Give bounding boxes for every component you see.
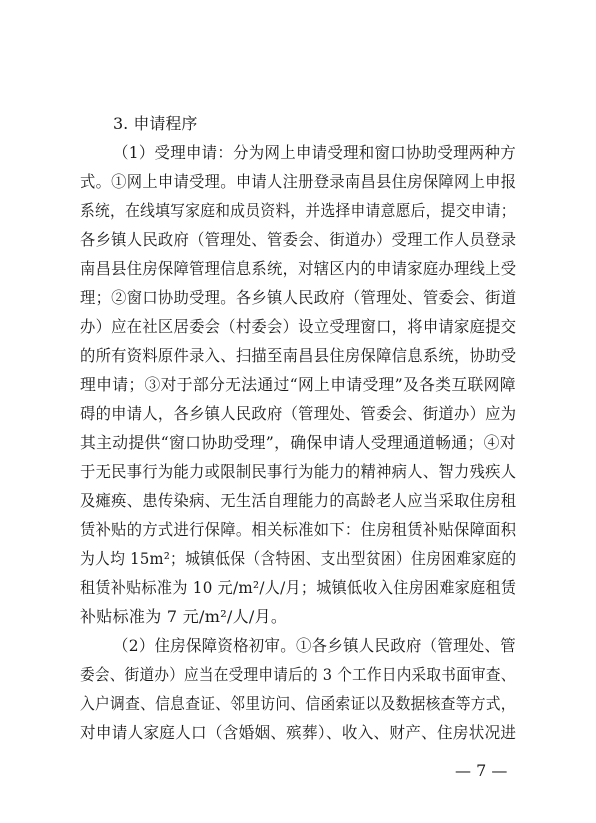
paragraph-1-line: 赁补贴的方式进行保障。相关标准如下：住房租赁补贴保障面积: [80, 520, 517, 539]
paragraph-1-line: 于无民事行为能力或限制民事行为能力的精神病人、智力残疾人: [80, 462, 517, 481]
paragraph-2-line: 委会、街道办）应当在受理申请后的 3 个工作日内采取书面审查、: [80, 665, 516, 684]
paragraph-2-line: （2）住房保障资格初审。①各乡镇人民政府（管理处、管: [113, 636, 516, 655]
paragraph-1-line: 各乡镇人民政府（管理处、管委会、街道办）受理工作人员登录: [80, 230, 517, 249]
paragraph-1-line: 及瘫痪、患传染病、无生活自理能力的高龄老人应当采取住房租: [80, 491, 517, 510]
paragraph-1-line: 系统，在线填写家庭和成员资料，并选择申请意愿后，提交申请；: [80, 201, 516, 220]
paragraph-2-line: 对申请人家庭人口（含婚姻、殡葬）、收入、财产、住房状况进: [80, 723, 517, 742]
paragraph-1-line: 为人均 15m²；城镇低保（含特困、支出型贫困）住房困难家庭的: [80, 549, 517, 568]
paragraph-2-line: 入户调查、信息查证、邻里访问、信函索证以及数据核查等方式，: [80, 694, 516, 713]
paragraph-1-line: 办）应在社区居委会（村委会）设立受理窗口，将申请家庭提交: [80, 317, 517, 336]
paragraph-1-line: 的所有资料原件录入、扫描至南昌县住房保障信息系统，协助受: [80, 346, 517, 365]
paragraph-1-line: 理申请；③对于部分无法通过“网上申请受理”及各类互联网障: [80, 375, 516, 394]
paragraph-1-line: 南昌县住房保障管理信息系统，对辖区内的申请家庭办理线上受: [80, 259, 517, 278]
paragraph-1-line: 补贴标准为 7 元/m²/人/月。: [80, 607, 288, 626]
paragraph-1-line: （1）受理申请：分为网上申请受理和窗口协助受理两种方: [113, 143, 516, 162]
paragraph-1-line: 理；②窗口协助受理。各乡镇人民政府（管理处、管委会、街道: [80, 288, 517, 307]
page-number: — 7 —: [455, 761, 508, 780]
paragraph-1-line: 碍的申请人，各乡镇人民政府（管理处、管委会、街道办）应为: [80, 404, 517, 423]
paragraph-1-line: 式。①网上申请受理。申请人注册登录南昌县住房保障网上申报: [80, 172, 517, 191]
paragraph-1-line: 租赁补贴标准为 10 元/m²/人/月；城镇低收入住房困难家庭租赁: [80, 578, 517, 597]
section-heading: 3. 申请程序: [113, 114, 198, 133]
paragraph-1-line: 其主动提供“窗口协助受理”，确保申请人受理通道畅通；④对: [80, 433, 516, 452]
